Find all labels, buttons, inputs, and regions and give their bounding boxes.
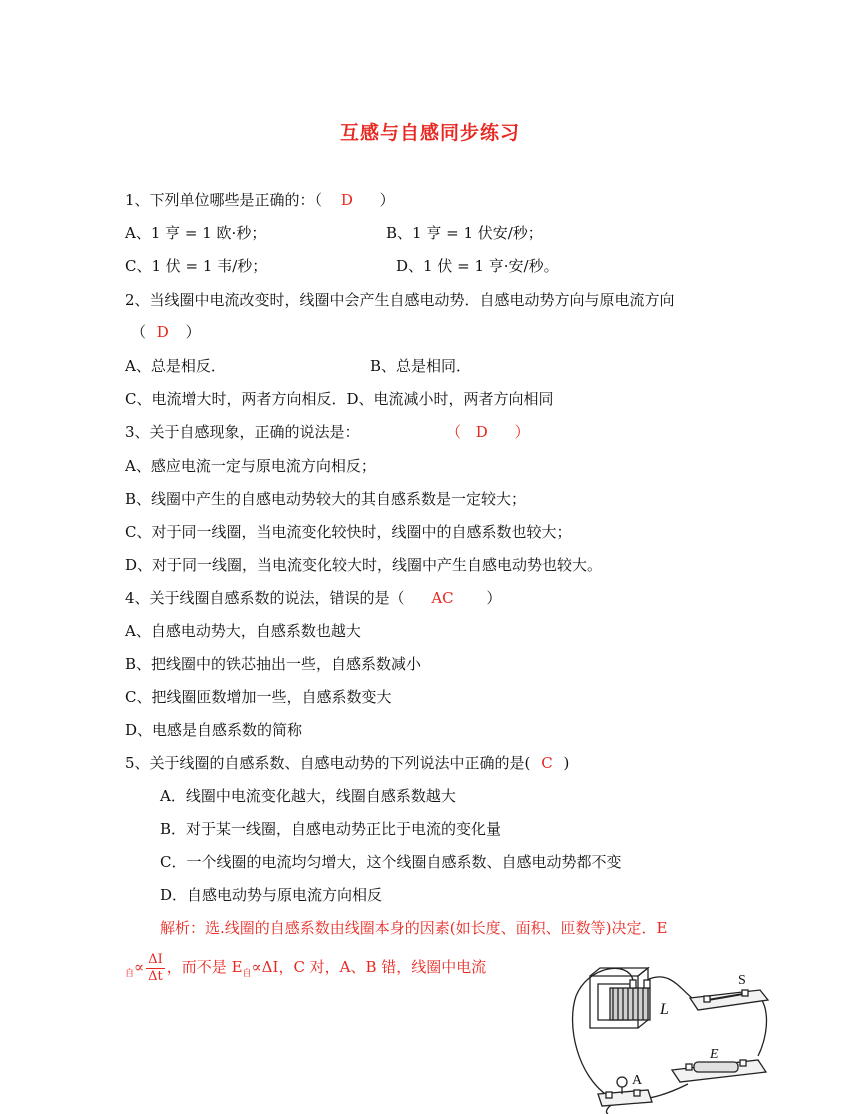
question-2-stem: 2、当线圈中电流改变时，线圈中会产生自感电动势．自感电动势方向与原电流方向 — [125, 291, 675, 309]
question-4-option-a: A、自感电动势大，自感系数也越大 — [125, 622, 361, 640]
question-1-option-b: B、1 亨 = 1 伏安/秒； — [386, 224, 543, 242]
label-L: L — [660, 1001, 669, 1018]
question-3-option-b: B、线圈中产生的自感电动势较大的其自感系数是一定较大； — [125, 490, 527, 508]
question-1-stem — [125, 190, 395, 210]
coil-icon — [610, 988, 650, 1020]
question-3-text: 3、关于自感现象，正确的说法是： — [125, 423, 360, 441]
switch-board-icon — [690, 990, 768, 1010]
question-5-text: 5、关于线圈的自感系数、自感电动势的下列说法中正确的是( — [125, 754, 531, 772]
question-3-close: ） — [514, 423, 530, 441]
question-2-open: （ — [131, 323, 147, 341]
analysis-fraction — [146, 952, 165, 985]
label-A: A — [632, 1073, 643, 1088]
question-3-option-a: A、感应电流一定与原电流方向相反； — [125, 457, 376, 475]
label-S: S — [738, 973, 746, 988]
question-1-option-d: D、1 伏 = 1 亨·安/秒。 — [396, 257, 559, 275]
question-4-close: ） — [486, 589, 502, 607]
question-3-open: （ — [446, 423, 462, 441]
question-3-answer-line — [446, 422, 530, 442]
question-1-answer: D — [340, 191, 353, 209]
question-2-option-b: B、总是相同． — [370, 357, 472, 375]
page-title: 互感与自感同步练习 — [339, 122, 520, 144]
question-4-option-d: D、电感是自感系数的简称 — [125, 721, 303, 739]
question-4-option-c: C、把线圈匝数增加一些，自感系数变大 — [125, 688, 392, 706]
lamp-icon — [617, 1077, 627, 1087]
question-4-text: 4、关于线圈自感系数的说法，错误的是（ — [125, 589, 405, 607]
question-3-stem — [125, 422, 360, 442]
question-1-option-c: C、1 伏 = 1 韦/秒； — [125, 257, 268, 275]
fraction-numerator: ΔI — [146, 952, 165, 969]
question-5-option-a: A．线圈中电流变化越大，线圈自感系数越大 — [160, 787, 456, 805]
question-2-answer-line — [131, 322, 201, 342]
question-1-text: 1、下列单位哪些是正确的：（ — [125, 191, 323, 209]
analysis-sub-1: 自 — [125, 969, 135, 979]
question-1-option-a: A、1 亨 = 1 欧·秒； — [125, 224, 267, 242]
question-5-stem — [125, 753, 569, 773]
question-5-answer: C — [541, 754, 553, 772]
question-2-option-cd: C、电流增大时，两者方向相反．D、电流减小时，两者方向相同 — [125, 390, 554, 408]
analysis-line-2 — [125, 950, 486, 991]
question-5-option-c: C．一个线圈的电流均匀增大，这个线圈自感系数、自感电动势都不变 — [160, 853, 622, 871]
question-2-option-a: A、总是相反． — [125, 357, 226, 375]
question-5-option-d: D．自感电动势与原电流方向相反 — [160, 886, 383, 904]
analysis-line-1: 解析：选.线圈的自感系数由线圈本身的因素(如长度、面积、匝数等)决定．E — [160, 919, 668, 937]
analysis-rest-a: ，而不是 E — [166, 958, 243, 976]
fraction-denominator: Δt — [148, 968, 163, 984]
question-5-close: ) — [563, 754, 570, 772]
analysis-sub-2: 自 — [242, 969, 252, 979]
question-3-option-d: D、对于同一线圈，当电流变化较大时，线圈中产生自感电动势也较大。 — [125, 556, 603, 574]
question-4-option-b: B、把线圈中的铁芯抽出一些，自感系数减小 — [125, 655, 422, 673]
question-1-close: ） — [379, 191, 395, 209]
circuit-diagram-figure — [568, 966, 788, 1114]
question-5-option-b: B．对于某一线圈，自感电动势正比于电流的变化量 — [160, 820, 502, 838]
analysis-rest-b: ∝ΔI，C 对，A、B 错，线圈中电流 — [251, 958, 487, 976]
question-4-stem — [125, 588, 501, 608]
question-3-answer: D — [475, 423, 488, 441]
question-2-close: ） — [185, 323, 201, 341]
question-4-answer: AC — [431, 589, 454, 607]
question-3-option-c: C、对于同一线圈，当电流变化较快时，线圈中的自感系数也较大； — [125, 523, 572, 541]
label-E: E — [710, 1047, 719, 1062]
question-2-answer: D — [156, 323, 169, 341]
analysis-prop: ∝ — [134, 958, 145, 976]
